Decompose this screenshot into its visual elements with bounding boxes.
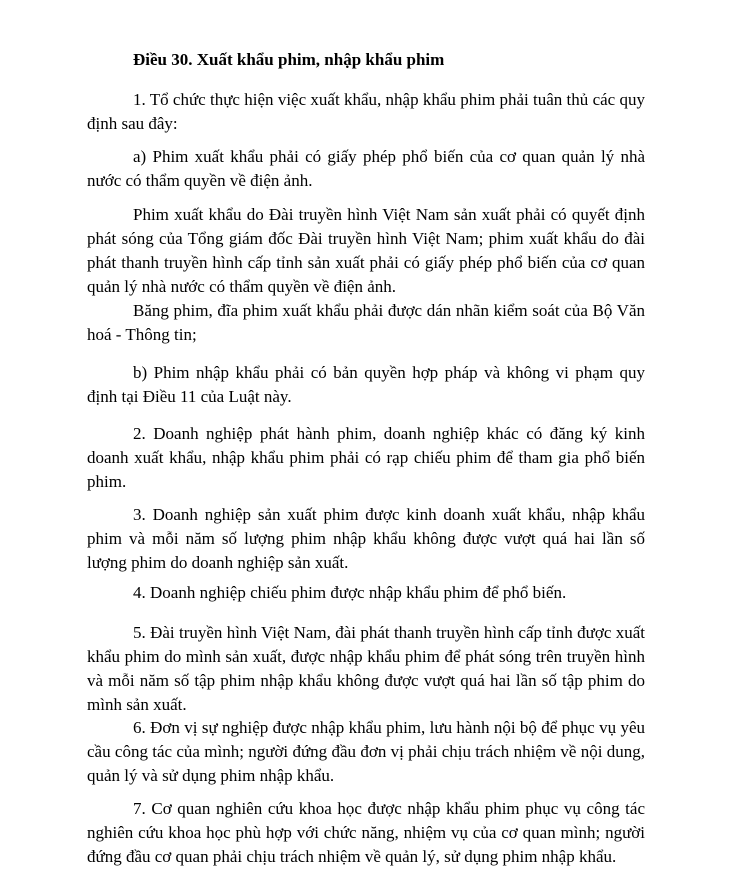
paragraph-clause-4: 4. Doanh nghiệp chiếu phim được nhập khẩu phim để phổ biến. (133, 583, 567, 602)
paragraph-clause-6: 6. Đơn vị sự nghiệp được nhập khẩu phim, lưu hành nội bộ để phục vụ yêu cầu công tác của mình; người đứng đầu đơn vị phải chịu trách nhiệm về nội dung, quản lý và sử dụng phim nhập khẩu. (87, 718, 645, 785)
paragraph-clause-1b: b) Phim nhập khẩu phải có bản quyền hợp pháp và không vi phạm quy định tại Điều 11 của Luật này. (87, 363, 645, 406)
paragraph-clause-5: 5. Đài truyền hình Việt Nam, đài phát thanh truyền hình cấp tỉnh được xuất khẩu phim do mình sản xuất, được nhập khẩu phim để phát sóng trên truyền hình và mỗi năm số tập phim nhập khẩu không được vượt quá hai lần số tập phim do mình sản xuất. (87, 623, 645, 714)
paragraph-clause-1a-vtv: Phim xuất khẩu do Đài truyền hình Việt Nam sản xuất phải có quyết định phát sóng của Tổng giám đốc Đài truyền hình Việt Nam; phim xuất khẩu do đài phát thanh truyền hình cấp tỉnh sản xuất phải có giấy phép phổ biến của cơ quan quản lý nhà nước có thẩm quyền về điện ảnh. (87, 205, 645, 296)
paragraph-clause-1a-label: Băng phim, đĩa phim xuất khẩu phải được dán nhãn kiểm soát của Bộ Văn hoá - Thông tin; (87, 301, 645, 344)
paragraph-clause-2: 2. Doanh nghiệp phát hành phim, doanh nghiệp khác có đăng ký kinh doanh xuất khẩu, nhập khẩu phim phải có rạp chiếu phim để tham gia phổ biến phim. (87, 424, 645, 491)
article-title: Điều 30. Xuất khẩu phim, nhập khẩu phim (133, 50, 445, 69)
paragraph-clause-1: 1. Tổ chức thực hiện việc xuất khẩu, nhập khẩu phim phải tuân thủ các quy định sau đây: (87, 90, 645, 133)
paragraph-clause-7: 7. Cơ quan nghiên cứu khoa học được nhập khẩu phim phục vụ công tác nghiên cứu khoa học phù hợp với chức năng, nhiệm vụ của cơ quan mình; người đứng đầu cơ quan phải chịu trách nhiệm về quản lý, sử dụng phim nhập khẩu. (87, 799, 645, 866)
paragraph-clause-1a: a) Phim xuất khẩu phải có giấy phép phổ biến của cơ quan quản lý nhà nước có thẩm quyền về điện ảnh. (87, 147, 645, 190)
paragraph-clause-3: 3. Doanh nghiệp sản xuất phim được kinh doanh xuất khẩu, nhập khẩu phim và mỗi năm số lượng phim nhập khẩu không được vượt quá hai lần số lượng phim do doanh nghiệp sản xuất. (87, 505, 645, 572)
